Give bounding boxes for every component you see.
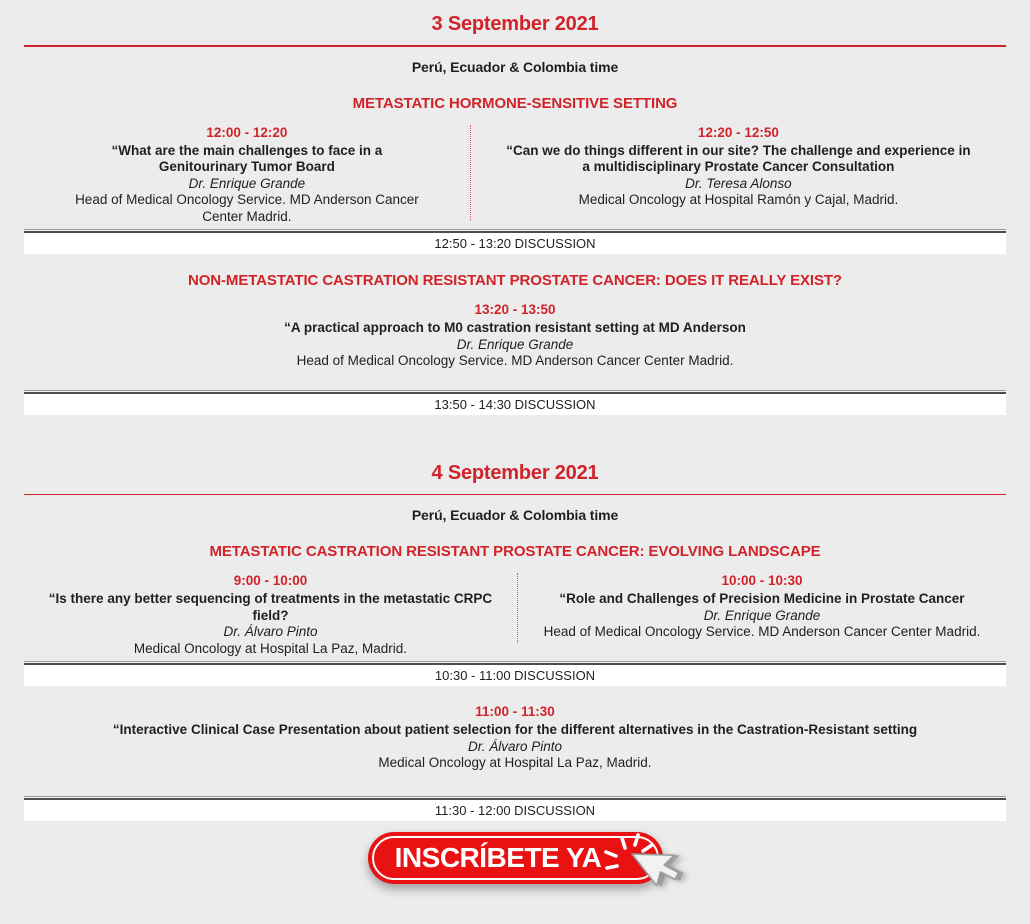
day-2: [24, 415, 1006, 821]
discussion-label: 10:30 - 11:00 DISCUSSION: [434, 668, 596, 683]
session-title: “Interactive Clinical Case Presentation about patient selection for the different alternatives in the Castration-Resistant setting: [112, 722, 918, 737]
session-affiliation: Medical Oncology at Hospital La Paz, Madrid.: [378, 755, 652, 770]
session-affiliation: Head of Medical Oncology Service. MD Anderson Cancer Center Madrid.: [75, 192, 419, 224]
session-title: “A practical approach to M0 castration resistant setting at MD Anderson: [284, 320, 746, 335]
session-speaker: Dr. Álvaro Pinto: [467, 738, 563, 754]
register-button[interactable]: [368, 832, 663, 884]
session-card: [24, 125, 470, 226]
session-card: [24, 573, 517, 657]
timezone-label: Perú, Ecuador & Colombia time: [411, 58, 619, 75]
day-2-session-columns: [24, 573, 1006, 657]
day-1: [24, 0, 1006, 415]
session-title: “What are the main challenges to face in a Genitourinary Tumor Board: [111, 142, 383, 174]
date-divider: [24, 494, 1006, 496]
session-speaker: Dr. Enrique Grande: [188, 175, 306, 191]
timezone-label: Perú, Ecuador & Colombia time: [411, 507, 619, 523]
discussion-label: 12:50 - 13:20 DISCUSSION: [434, 236, 596, 251]
discussion-band: [24, 800, 1006, 821]
discussion-band: [24, 233, 1006, 254]
day-1-date: 3 September 2021: [431, 13, 599, 35]
section-heading-mhs: METASTATIC HORMONE-SENSITIVE SETTING: [352, 94, 678, 112]
section-heading-mcrpc: METASTATIC CASTRATION RESISTANT PROSTATE CANCER: EVOLVING LANDSCAPE: [209, 543, 821, 560]
session-speaker: Dr. Álvaro Pinto: [223, 624, 318, 639]
session-time: 9:00 - 10:00: [233, 573, 308, 588]
session-card: [24, 704, 1006, 772]
session-affiliation: Head of Medical Oncology Service. MD Anderson Cancer Center Madrid.: [543, 624, 981, 639]
session-affiliation: Medical Oncology at Hospital Ramón y Cajal, Madrid.: [578, 192, 899, 207]
session-speaker: Dr. Teresa Alonso: [685, 175, 792, 191]
session-time: 12:20 - 12:50: [697, 124, 779, 140]
session-speaker: Dr. Enrique Grande: [703, 607, 821, 623]
discussion-label: 11:30 - 12:00 DISCUSSION: [434, 802, 596, 818]
session-card: [470, 125, 1006, 221]
discussion-label: 13:50 - 14:30 DISCUSSION: [434, 396, 596, 412]
date-divider: [24, 45, 1006, 47]
session-time: 12:00 - 12:20: [206, 124, 288, 140]
session-title: “Can we do things different in our site? The challenge and experience in a multidisciplinary Prostate Cancer Consultation: [506, 142, 971, 174]
session-time: 13:20 - 13:50: [474, 302, 556, 317]
session-card: [24, 302, 1006, 370]
session-card: [517, 573, 1006, 643]
session-title: “Role and Challenges of Precision Medicine in Prostate Cancer: [559, 591, 965, 606]
session-speaker: Dr. Enrique Grande: [456, 336, 574, 352]
session-time: 10:00 - 10:30: [721, 573, 803, 588]
cta-area: [368, 832, 663, 884]
discussion-band: [24, 394, 1006, 415]
session-affiliation: Medical Oncology at Hospital La Paz, Madrid.: [133, 640, 408, 656]
day-1-session-columns: [24, 125, 1006, 226]
register-button-label: INSCRÍBETE YA: [394, 841, 602, 873]
day-2-date: 4 September 2021: [431, 461, 599, 484]
session-time: 11:00 - 11:30: [475, 704, 555, 719]
session-title: “Is there any better sequencing of treatments in the metastatic CRPC field?: [48, 591, 493, 623]
discussion-band: [24, 665, 1006, 686]
agenda: [24, 0, 1006, 884]
section-heading-nmcrpc: NON-METASTATIC CASTRATION RESISTANT PROSTATE CANCER: DOES IT REALLY EXIST?: [188, 272, 842, 289]
session-affiliation: Head of Medical Oncology Service. MD Anderson Cancer Center Madrid.: [296, 353, 734, 368]
